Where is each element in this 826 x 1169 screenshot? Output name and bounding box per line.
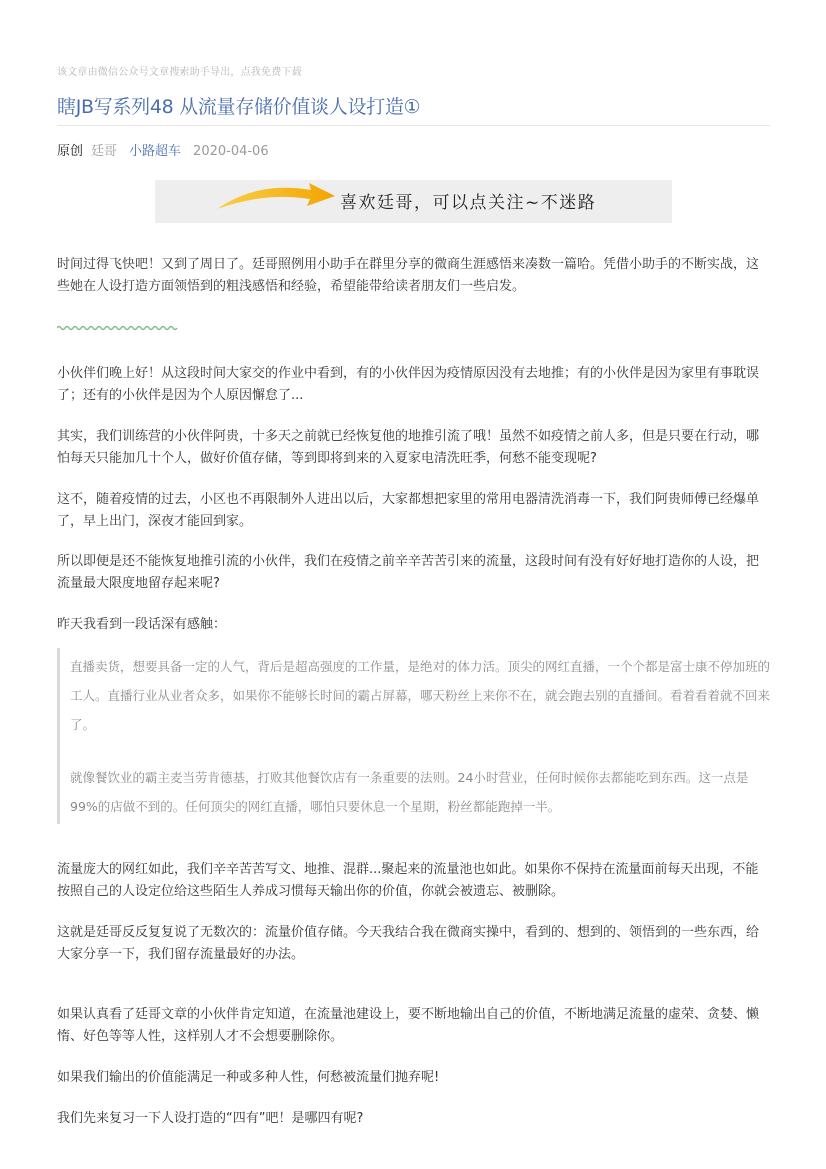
body-paragraph: 我们先来复习一下人设打造的“四有”吧！是哪四有呢? xyxy=(57,1111,364,1126)
body-paragraph: 如果认真看了廷哥文章的小伙伴肯定知道，在流量池建设上，要不断地输出自己的价值，不断地满足流量的虚荣、贪婪、懒惰、好色等等人性，这样别人才不会想要删除你。 xyxy=(57,1007,760,1044)
blockquote xyxy=(57,648,773,824)
body-paragraph: 昨天我看到一段话深有感触： xyxy=(57,617,227,632)
body-paragraph: 如果我们输出的价值能满足一种或多种人性，何愁被流量们抛弃呢! xyxy=(57,1070,440,1085)
intro-paragraph: 时间过得飞快吧！又到了周日了。廷哥照例用小助手在群里分享的微商生涯感悟来凑数一篇哈。凭借小助手的不断实战，这些她在人设打造方面领悟到的粗浅感悟和经验，希望能带给读者朋友们一些启发。 xyxy=(57,257,760,294)
article-meta xyxy=(57,140,269,159)
curved-arrow-icon xyxy=(215,182,345,220)
quote-paragraph: 直播卖货，想要具备一定的人气，背后是超高强度的工作量，是绝对的体力活。顶尖的网红直播，一个个都是富士康不停加班的工人。直播行业从业者众多，如果你不能够长时间的霸占屏幕，哪天粉丝上来你不在，就会跑去别的直播间。看着看着就不回来了。 xyxy=(70,659,771,732)
body-paragraph: 流量庞大的网红如此，我们辛辛苦苦写文、地推、混群...聚起来的流量池也如此。如果你不保持在流量面前每天出现，不能按照自己的人设定位给这些陌生人养成习惯每天输出你的价值，你就会被遗忘、被删除。 xyxy=(57,862,759,899)
original-label: 原创 xyxy=(57,144,84,159)
publish-date: 2020-04-06 xyxy=(193,144,269,159)
follow-banner-text: 喜欢廷哥，可以点关注~不迷路 xyxy=(340,193,597,213)
author-name: 廷哥 xyxy=(91,144,118,159)
article-title: 瞎JB写系列48 从流量存储价值谈人设打造① xyxy=(57,96,421,118)
account-link[interactable]: 小路超车 xyxy=(129,144,182,159)
body-paragraph: 这不，随着疫情的过去，小区也不再限制外人进出以后，大家都想把家里的常用电器清洗消毒一下，我们阿贵师傅已经爆单了，早上出门，深夜才能回到家。 xyxy=(57,492,760,529)
quote-paragraph: 就像餐饮业的霸主麦当劳肯德基，打败其他餐饮店有一条重要的法则。24小时营业，任何时候你去都能吃到东西。这一点是99%的店做不到的。任何顶尖的网红直播，哪怕只要休息一个星期，粉丝都能跑掉一半。 xyxy=(70,770,749,814)
wavy-divider xyxy=(57,325,179,331)
follow-banner xyxy=(155,180,672,223)
body-paragraph: 所以即便是还不能恢复地推引流的小伙伴，我们在疫情之前辛辛苦苦引来的流量，这段时间有没有好好地打造你的人设，把流量最大限度地留存起来呢? xyxy=(57,554,760,591)
body-paragraph: 小伙伴们晚上好！从这段时间大家交的作业中看到，有的小伙伴因为疫情原因没有去地推；有的小伙伴是因为家里有事耽误了；还有的小伙伴是因为个人原因懈怠了... xyxy=(57,366,760,403)
body-paragraph: 其实，我们训练营的小伙伴阿贵，十多天之前就已经恢复他的地推引流了哦！虽然不如疫情之前人多，但是只要在行动，哪怕每天只能加几十个人，做好价值存储，等到即将到来的入夏家电清洗旺季，何愁不能变现呢? xyxy=(57,429,760,466)
title-divider xyxy=(57,125,770,126)
body-paragraph: 这就是廷哥反反复复说了无数次的：流量价值存储。今天我结合我在微商实操中，看到的、想到的、领悟到的一些东西，给大家分享一下，我们留存流量最好的办法。 xyxy=(57,925,760,962)
export-notice-link[interactable]: 该文章由微信公众号文章搜索助手导出，点我免费下载 xyxy=(57,67,302,78)
